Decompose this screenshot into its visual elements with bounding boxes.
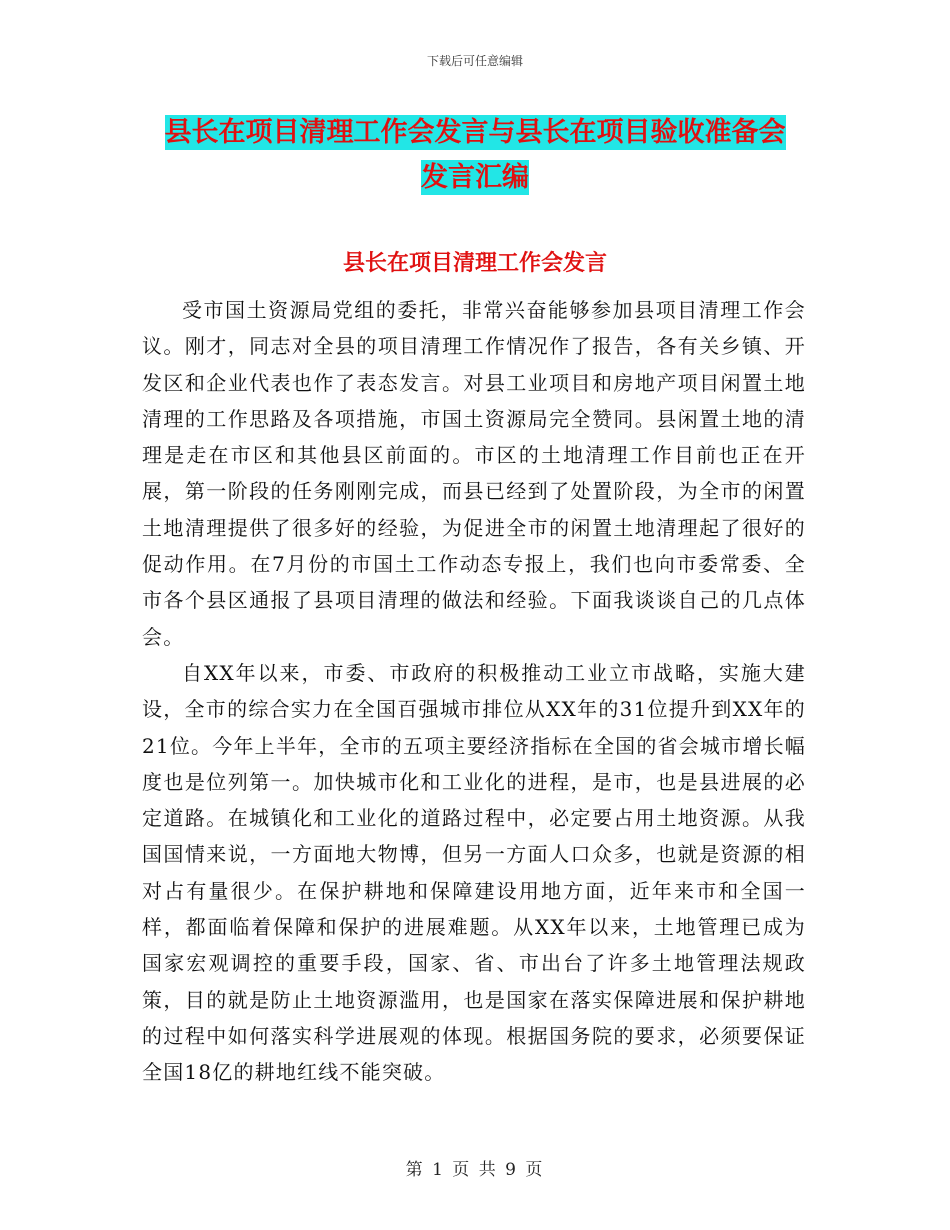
- page-header-note: 下载后可任意编辑: [426, 54, 523, 68]
- page-number-footer: 第 1 页 共 9 页: [405, 1160, 545, 1180]
- document-title-line-2: 发言汇编: [421, 162, 529, 193]
- document-title-line-1: 县长在项目清理工作会发言与县长在项目验收准备会: [164, 117, 786, 148]
- document-body: [142, 292, 806, 1091]
- paragraph: 自XX年以来，市委、市政府的积极推动工业立市战略，实施大建设，全市的综合实力在全国百强城市排位从XX年的31位提升到XX年的21位。今年上半年，全市的五项主要经济指标在全国的省会城市增长幅度也是位列第一。加快城市化和工业化的进程，是市，也是县进展的必定道路。在城镇化和工业化的道路过程中，必定要占用土地资源。从我国国情来说，一方面地大物博，但另一方面人口众多，也就是资源的相对占有量很少。在保护耕地和保障建设用地方面，近年来市和全国一样，都面临着保障和保护的进展难题。从XX年以来，土地管理已成为国家宏观调控的重要手段，国家、省、市出台了许多土地管理法规政策，目的就是防止土地资源滥用，也是国家在落实保障进展和保护耕地的过程中如何落实科学进展观的体现。根据国务院的要求，必须要保证全国18亿的耕地红线不能突破。: [142, 660, 806, 1085]
- section-title: 县长在项目清理工作会发言: [342, 251, 607, 276]
- document-title: [140, 110, 810, 200]
- paragraph: 受市国土资源局党组的委托，非常兴奋能够参加县项目清理工作会议。刚才，同志对全县的项目清理工作情况作了报告，各有关乡镇、开发区和企业代表也作了表态发言。对县工业项目和房地产项目闲置土地清理的工作思路及各项措施，市国土资源局完全赞同。县闲置土地的清理是走在市区和其他县区前面的。市区的土地清理工作目前也正在开展，第一阶段的任务刚刚完成，而县已经到了处置阶段，为全市的闲置土地清理提供了很多好的经验，为促进全市的闲置土地清理起了很好的促动作用。在7月份的市国土工作动态专报上，我们也向市委常委、全市各个县区通报了县项目清理的做法和经验。下面我谈谈自己的几点体会。: [142, 298, 806, 649]
